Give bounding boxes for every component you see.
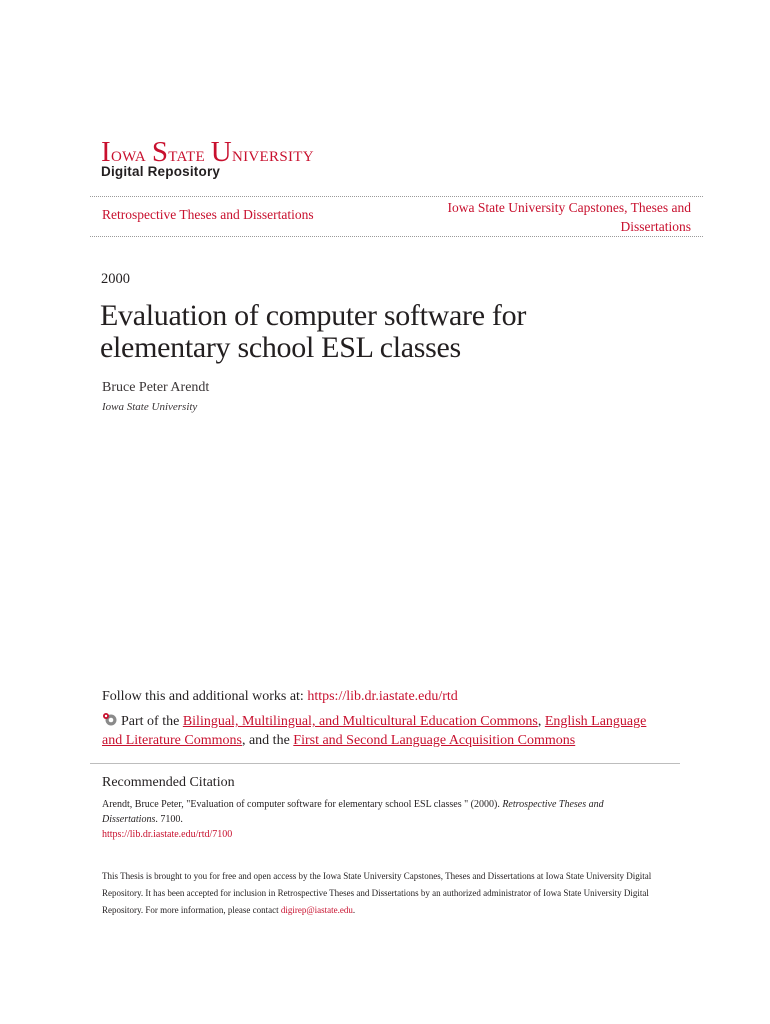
publication-year: 2000 — [101, 271, 130, 287]
top-divider — [90, 196, 703, 197]
notice-text: This Thesis is brought to you for free and open access by the Iowa State University Capstones, Theses and Dissertations at Iowa State University Digital Repository. It has been accepted for inclusion in Retrospective Theses and Dissertations by an authorized administrator of Iowa State University Digital Repository. For more information, please contact — [102, 871, 652, 915]
commons-link-english[interactable]: English Language and Literature Commons — [102, 714, 647, 748]
citation-number: . 7100. — [155, 814, 183, 825]
author-name: Bruce Peter Arendt — [102, 380, 210, 395]
notice-end: . — [352, 905, 356, 915]
document-title: Evaluation of computer software for elementary school ESL classes — [100, 299, 527, 364]
citation-heading: Recommended Citation — [102, 775, 235, 790]
collection-link-rtd[interactable]: Retrospective Theses and Dissertations — [102, 207, 314, 222]
logo-initial-u: U — [210, 136, 232, 168]
logo-text-niversity: niversity — [232, 141, 314, 166]
citation-block — [102, 797, 642, 842]
part-of-separator-1: , — [537, 714, 545, 729]
contact-email-link[interactable]: digirep@iastate.edu — [280, 905, 353, 915]
citation-text: Arendt, Bruce Peter, "Evaluation of computer software for elementary school ESL classes " (2000). — [102, 799, 503, 810]
access-notice — [102, 868, 682, 919]
author-affiliation: Iowa State University — [102, 401, 198, 413]
commons-link-bilingual[interactable]: Bilingual, Multilingual, and Multicultural Education Commons — [182, 714, 538, 729]
section-divider — [90, 763, 680, 764]
part-of-line — [102, 712, 662, 750]
network-icon — [102, 712, 118, 727]
repository-name: Digital Repository — [101, 164, 221, 179]
citation-link[interactable]: https://lib.dr.iastate.edu/rtd/7100 — [102, 829, 233, 840]
follow-line — [102, 689, 458, 705]
logo-initial-i: I — [101, 136, 111, 168]
follow-link[interactable]: https://lib.dr.iastate.edu/rtd — [307, 689, 458, 704]
university-logo — [101, 136, 314, 168]
part-of-separator-2: , and the — [241, 733, 294, 748]
bottom-divider — [90, 236, 703, 237]
logo-text-owa: owa — [110, 141, 152, 166]
part-of-prefix: Part of the — [121, 714, 183, 729]
logo-initial-s: S — [151, 136, 169, 168]
follow-prefix: Follow this and additional works at: — [102, 689, 308, 704]
logo-text-tate: tate — [168, 141, 211, 166]
collection-link-capstones[interactable]: Iowa State University Capstones, Theses and Dissertations — [447, 200, 691, 234]
commons-link-language-acquisition[interactable]: First and Second Language Acquisition Commons — [293, 733, 576, 748]
citation-collection: Retrospective Theses and Dissertations — [102, 799, 604, 825]
